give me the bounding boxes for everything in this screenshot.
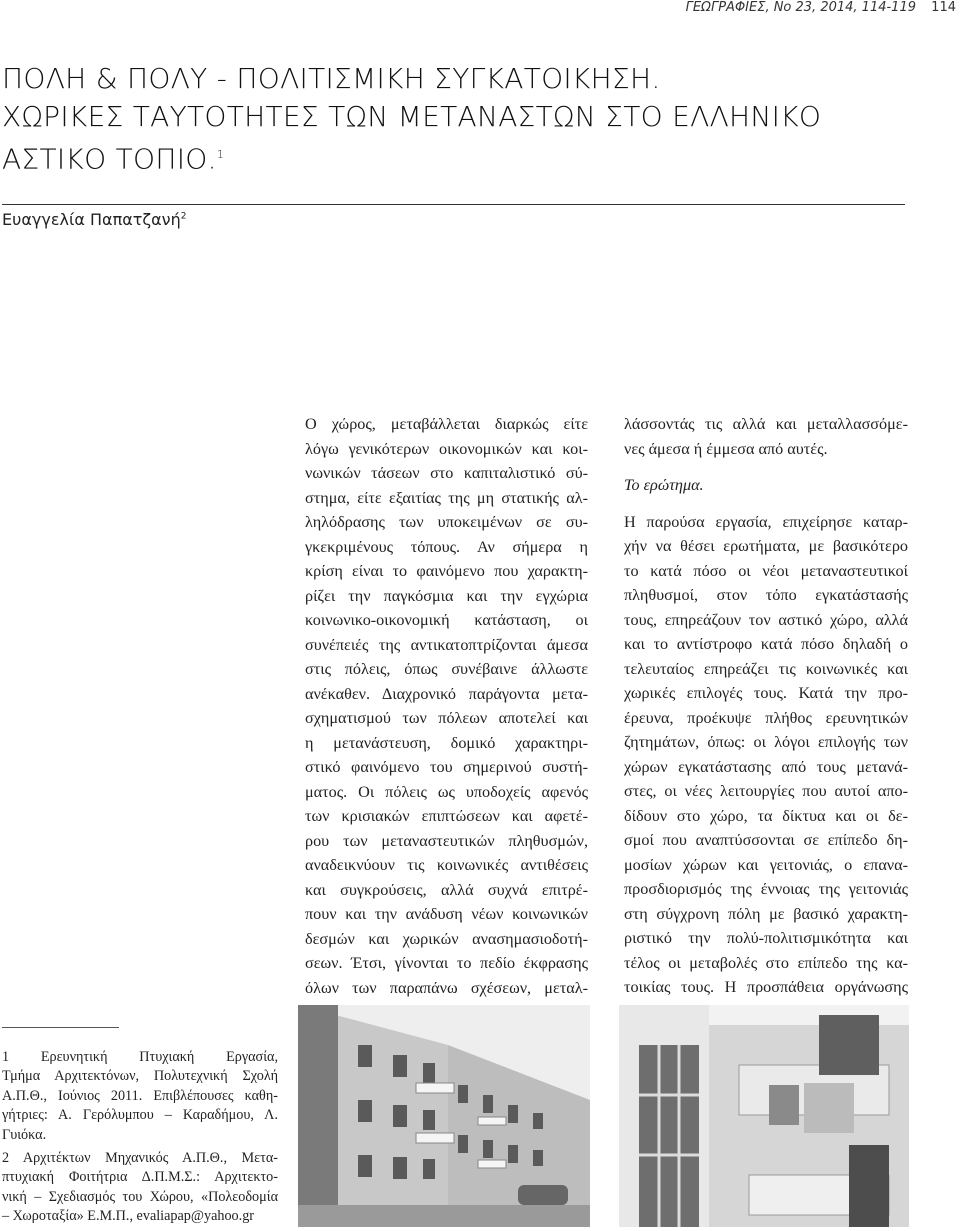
text-line: Α.Π.Θ., Ιούνιος 2011. Επιβλέπουσες καθη- (2, 1087, 278, 1104)
text-line: 1 Ερευνητική Πτυχιακή Εργασία, (2, 1049, 278, 1065)
text-line: χωρικές επιλογές τους. Κατά την προ- (624, 684, 908, 702)
text-line: στη σύγχρονη πόλη με βασικό χαρακτη- (624, 904, 908, 923)
text-line: πτυχιακή Φοιτήτρια Δ.Π.Μ.Σ.: Αρχιτεκτο- (2, 1169, 278, 1186)
text-line: ρίζει την παγκόσμια και την εγχώρια (305, 586, 588, 605)
text-line: χήν να θέσει ερωτήματα, με βασικότερο (624, 537, 908, 555)
text-line: και το αντίστροφο κατά πόσο δηλαδή ο (624, 635, 908, 653)
paragraph (624, 412, 908, 461)
text-line: τους, επηρεάζουν τον αστικό χώρο, αλλά (624, 610, 908, 629)
footnote-2 (2, 1149, 278, 1227)
title-line (2, 136, 902, 178)
text-line: αναδεικνύουν τις κοινωνικές αντιθέσεις (305, 856, 588, 874)
text-line: γκεκριμένους τόπους. Αν σήμερα η (305, 537, 588, 556)
facade-balconies-laundry-photo (619, 1005, 909, 1227)
article-title (2, 60, 902, 178)
text-line: Ο χώρος, μεταβάλλεται διαρκώς είτε (305, 415, 588, 433)
text-line: χώρων εγκατάστασης από τους μετανά- (624, 757, 908, 776)
text-line: και συγκρούσεις, αλλά συχνά επιτρέ- (305, 880, 588, 899)
text-line: 2 Αρχιτέκτων Μηχανικός Α.Π.Θ., Μετα- (2, 1150, 278, 1167)
text-line: ληλόδρασης των υποκειμένων σε συ- (305, 513, 588, 531)
text-line: γήτριες: Α. Γερόλυμπου – Καραδήμου, Λ. (2, 1107, 278, 1124)
text-line: των κρισιακών επιπτώσεων και αφετέ- (305, 807, 588, 825)
text-line: ρου των μεταναστευτικών πληθυσμών, (305, 831, 588, 850)
text-line: όλων των παραπάνω σχέσεων, μεταλ- (305, 978, 588, 997)
text-line: Η παρούσα εργασία, επιχείρησε καταρ- (624, 512, 908, 531)
text-line: πουν και την ανάδυση νέων κοινωνικών (305, 905, 588, 923)
section-heading: Το ερώτημα. (624, 476, 704, 494)
text-line: στημα, είτε εξαιτίας της μη στατικής αλ- (305, 488, 588, 507)
body-column-left (305, 412, 588, 1000)
text-line: σμοί που αναπτύσσονται σε επίπεδο δη- (624, 831, 908, 849)
text-line: σχηματισμού των πόλεων αποτελεί και (305, 709, 588, 727)
text-line: η μετανάστευση, δομικό χαρακτηρι- (305, 733, 588, 752)
text-line: έρευνα, προέκυψε πλήθος ερευνητικών (624, 708, 908, 727)
street-apartment-buildings-photo (298, 1005, 590, 1227)
footnotes (2, 1048, 278, 1231)
text-line: Τμήμα Αρχιτεκτόνων, Πολυτεχνική Σχολή (2, 1068, 278, 1085)
journal-citation: ΓΕΩΓΡΑΦΙΕΣ, Νο 23, 2014, 114-119 (685, 0, 916, 15)
text-line: ριστικό την πολύ-πολιτισμικότητα και (624, 929, 908, 947)
title-line-text: ΑΣΤΙΚΟ ΤΟΠΙΟ. (2, 142, 217, 176)
text-line: – Χωροταξία» Ε.Μ.Π., evaliapap@yahoo.gr (2, 1208, 255, 1225)
text-line: τέλος οι μεταβολές στο επίπεδο της κα- (624, 953, 908, 972)
text-line: δεσμών και χωρικών ανασημασιοδοτή- (305, 929, 588, 948)
author-footnote-mark: 2 (180, 211, 187, 222)
footnote-1 (2, 1048, 278, 1145)
text-line: ματος. Οι πόλεις ως υποδοχείς αφενός (305, 782, 588, 801)
text-line: νωνικών τάσεων στο καπιταλιστικό σύ- (305, 464, 588, 482)
text-line: μοσίων χώρων και γειτονιάς, ο επανα- (624, 855, 908, 874)
text-line: κοινωνικο-οικονομική κατάσταση, οι (305, 611, 588, 629)
text-line: το κατά πόσο οι νέοι μεταναστευτικοί (624, 561, 908, 580)
text-line: νική – Σχεδιασμός του Χώρου, «Πολεοδομία (2, 1188, 278, 1205)
footnote-rule (2, 1027, 119, 1028)
title-line: ΠΟΛΗ & ΠΟΛΥ - ΠΟΛΙΤΙΣΜΙΚΗ ΣΥΓΚΑΤΟΙΚΗΣΗ. (2, 62, 661, 95)
page-number: 114 (931, 0, 956, 15)
paragraph (624, 510, 908, 1000)
text-line: κρίση είναι το φαινόμενο που χαρακτη- (305, 562, 588, 580)
text-line: νες άμεσα ή έμμεσα από αυτές. (624, 439, 828, 458)
text-line: συνέπειές της αντικατοπτρίζονται άμεσα (305, 635, 588, 654)
title-rule (2, 204, 905, 205)
text-line: λόγω γενικότερων οικονομικών και κοι- (305, 439, 588, 458)
text-line: δίδουν στο χώρο, τα δίκτυα και οι δε- (624, 806, 908, 825)
text-line: σεων. Έτσι, γίνονται το πεδίο έκφρασης (305, 954, 588, 972)
text-line: Γυιόκα. (2, 1126, 47, 1143)
text-line: λάσσοντάς τις αλλά και μεταλλασσόμε- (624, 415, 908, 433)
text-line: στες, οι νέες λειτουργίες που αυτοί απο- (624, 782, 908, 800)
text-line: πληθυσμοί, στον τόπο εγκατάστασής (624, 586, 908, 604)
text-line: τελευταίος επηρεάζει τις κοινωνικές και (624, 659, 908, 678)
text-line: προσδιορισμός της έννοιας της γειτονιάς (624, 880, 908, 898)
text-line: ανέκαθεν. Διαχρονικό παράγοντα μετα- (305, 684, 588, 703)
author-name (2, 210, 186, 229)
author-name-text: Ευαγγελία Παπατζανή (2, 210, 181, 229)
text-line: τοικίας τους. Η προσπάθεια οργάνωσης (624, 978, 908, 996)
text-line: ζητημάτων, όπως: οι λόγοι επιλογής των (624, 733, 908, 751)
text-line: στικό φαινόμενο του σημερινού συστή- (305, 758, 588, 776)
running-header (0, 0, 960, 18)
title-line: ΧΩΡΙΚΕΣ ΤΑΥΤΟΤΗΤΕΣ ΤΩΝ ΜΕΤΑΝΑΣΤΩΝ ΣΤΟ ΕΛΛΗΝΙΚΟ (2, 100, 822, 133)
text-line: στις πόλεις, όπως συνέβαινε άλλωστε (305, 660, 588, 678)
body-column-right (624, 412, 908, 1000)
title-footnote-mark: 1 (216, 148, 225, 161)
paragraph (305, 412, 588, 1000)
